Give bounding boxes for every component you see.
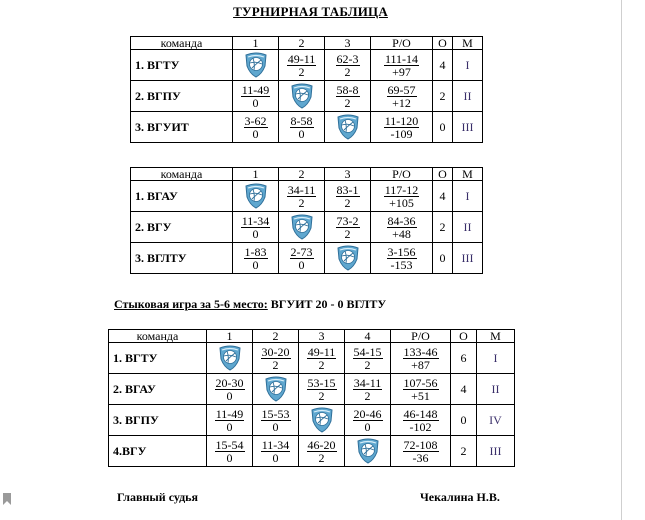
match-cell [279,50,325,81]
header-cell: О [433,168,453,181]
points-line: 2 [318,388,325,403]
score-line: 11-34 [241,213,270,228]
match-cell [253,343,299,374]
table-row [131,181,483,212]
score-fraction [403,346,439,371]
points-line: 0 [298,126,305,141]
team-name: 3. ВГУИТ [131,112,233,143]
standings-table-group-1 [130,36,483,143]
score-line: 20-30 [215,375,244,390]
header-cell: М [453,37,483,50]
points-line: 0 [226,450,233,465]
table-row [109,374,515,405]
match-cell [325,81,371,112]
points-line: 0 [298,257,305,272]
score-line: 46-20 [307,437,336,452]
volleyball-shield-icon [264,376,288,402]
header-cell: 1 [233,168,279,181]
team-name: 1. ВГАУ [131,181,233,212]
volleyball-shield-icon [290,83,314,109]
score-fraction [307,346,337,371]
set-ratio-cell [391,343,451,374]
points-line: +97 [392,64,411,79]
match-cell [345,405,391,436]
self-match-cell [345,436,391,467]
score-fraction [387,84,417,109]
self-match-cell [325,243,371,274]
table-row [109,405,515,436]
page-title: ТУРНИРНАЯ ТАБЛИЦА [233,4,388,19]
set-ratio-cell [391,374,451,405]
self-match-cell [207,343,253,374]
place-cell: III [477,436,515,467]
set-ratio-cell [371,181,433,212]
score-line: 1-83 [244,244,267,259]
score-line: 3-62 [244,113,267,128]
playoff-line [114,297,386,312]
score-fraction [353,408,383,433]
points-line: 2 [272,357,279,372]
place-cell: IV [477,405,515,436]
header-cell: О [433,37,453,50]
volleyball-shield-icon [336,114,360,140]
header-row [131,168,483,181]
score-fraction [244,246,268,271]
score-line: 2-73 [290,244,313,259]
team-name: 2. ВГПУ [131,81,233,112]
match-cell [325,50,371,81]
points-cell: 2 [451,436,477,467]
match-cell [299,343,345,374]
points-line: +51 [411,388,430,403]
set-ratio-cell [371,112,433,143]
bookmark-icon [3,493,11,505]
score-line: 49-11 [307,344,336,359]
score-fraction [336,184,360,209]
header-row [131,37,483,50]
playoff-result: ВГУИТ 20 - 0 ВГЛТУ [267,297,387,311]
points-line: 2 [298,195,305,210]
score-line: 133-46 [403,344,438,359]
points-line: 0 [272,419,279,434]
place-cell: III [453,243,483,274]
points-line: 0 [272,450,279,465]
header-cell: 2 [279,168,325,181]
match-cell [207,405,253,436]
points-line: +87 [411,357,430,372]
score-line: 111-14 [384,51,419,66]
header-cell: 1 [233,37,279,50]
place-cell: II [477,374,515,405]
score-fraction [307,377,337,402]
team-name: 1. ВГТУ [131,50,233,81]
table-row [109,343,515,374]
score-fraction [307,439,337,464]
header-cell: 2 [253,330,299,343]
points-line: 2 [344,195,351,210]
points-line: -102 [409,419,432,434]
points-line: 0 [252,95,259,110]
self-match-cell [325,112,371,143]
points-line: 0 [226,388,233,403]
score-fraction [384,53,419,78]
score-fraction [290,246,314,271]
table-row [131,212,483,243]
set-ratio-cell [391,436,451,467]
playoff-label: Стыковая игра за 5-6 место: [114,297,268,311]
score-line: 11-49 [215,406,244,421]
header-cell: М [477,330,515,343]
score-fraction [403,377,439,402]
points-cell: 0 [451,405,477,436]
volleyball-shield-icon [244,52,268,78]
page-edge-line [621,0,622,520]
header-cell: 3 [325,168,371,181]
header-cell: 1 [207,330,253,343]
set-ratio-cell [371,81,433,112]
volleyball-shield-icon [244,183,268,209]
volleyball-shield-icon [290,214,314,240]
match-cell [207,436,253,467]
points-cell: 4 [433,181,453,212]
score-fraction [336,53,360,78]
score-fraction [241,84,271,109]
score-fraction [403,408,439,433]
points-cell: 0 [433,243,453,274]
score-fraction [336,84,360,109]
score-fraction [353,377,383,402]
header-cell: Р/О [371,37,433,50]
score-fraction [290,115,314,140]
volleyball-shield-icon [218,345,242,371]
table-row [131,50,483,81]
match-cell [325,181,371,212]
header-cell: команда [131,37,233,50]
points-line: 0 [252,257,259,272]
score-line: 49-11 [287,51,316,66]
team-name: 2. ВГУ [131,212,233,243]
points-line: 2 [344,64,351,79]
self-match-cell [299,405,345,436]
header-cell: Р/О [371,168,433,181]
points-line: 2 [298,64,305,79]
score-fraction [261,439,291,464]
score-line: 15-54 [215,437,244,452]
points-line: -109 [390,126,413,141]
score-line: 73-2 [336,213,359,228]
match-cell [233,81,279,112]
points-cell: 2 [433,212,453,243]
place-cell: II [453,81,483,112]
table-row [131,81,483,112]
header-cell: 3 [299,330,345,343]
set-ratio-cell [371,212,433,243]
score-fraction [353,346,383,371]
table-row [131,243,483,274]
score-fraction [261,408,291,433]
score-fraction [336,215,360,240]
match-cell [279,112,325,143]
match-cell [325,212,371,243]
score-fraction [241,215,271,240]
points-line: 0 [252,126,259,141]
score-fraction [403,439,439,464]
score-line: 30-20 [261,344,290,359]
score-line: 15-53 [261,406,290,421]
standings-table-group-2 [130,167,483,274]
place-cell: I [477,343,515,374]
points-line: 0 [364,419,371,434]
header-cell: Р/О [391,330,451,343]
team-name: 3. ВГПУ [109,405,207,436]
volleyball-shield-icon [356,438,380,464]
chief-judge-name: Чекалина Н.В. [420,490,500,504]
score-line: 11-49 [241,82,270,97]
points-line: 0 [226,419,233,434]
score-fraction [215,377,245,402]
score-line: 62-3 [336,51,359,66]
table-row [131,112,483,143]
points-cell: 4 [451,374,477,405]
self-match-cell [253,374,299,405]
place-cell: II [453,212,483,243]
score-line: 11-34 [261,437,290,452]
score-line: 69-57 [387,82,416,97]
match-cell [253,405,299,436]
chief-judge-label: Главный судья [117,490,199,504]
self-match-cell [279,81,325,112]
match-cell [279,181,325,212]
score-fraction [384,184,420,209]
score-fraction [215,439,245,464]
score-line: 20-46 [353,406,382,421]
team-name: 4.ВГУ [109,436,207,467]
match-cell [299,374,345,405]
score-line: 46-148 [403,406,438,421]
header-cell: 3 [325,37,371,50]
points-line: +12 [392,95,411,110]
place-cell: I [453,181,483,212]
points-line: 2 [344,226,351,241]
points-line: 2 [364,357,371,372]
place-cell: I [453,50,483,81]
match-cell [299,436,345,467]
score-fraction [384,115,420,140]
match-cell [233,112,279,143]
points-line: 2 [318,450,325,465]
table-row [109,436,515,467]
header-row [109,330,515,343]
set-ratio-cell [391,405,451,436]
score-fraction [261,346,291,371]
team-name: 3. ВГЛТУ [131,243,233,274]
points-line: 0 [252,226,259,241]
score-fraction [215,408,245,433]
points-cell: 6 [451,343,477,374]
header-cell: М [453,168,483,181]
self-match-cell [233,181,279,212]
header-cell: команда [131,168,233,181]
place-cell: III [453,112,483,143]
match-cell [345,374,391,405]
team-name: 1. ВГТУ [109,343,207,374]
points-cell: 4 [433,50,453,81]
points-line: +48 [392,226,411,241]
score-line: 3-156 [387,244,416,259]
score-line: 54-15 [353,344,382,359]
final-standings-table [108,329,515,467]
set-ratio-cell [371,243,433,274]
score-line: 107-56 [403,375,438,390]
score-line: 83-1 [336,182,359,197]
score-line: 8-58 [290,113,313,128]
match-cell [233,212,279,243]
match-cell [345,343,391,374]
score-line: 84-36 [387,213,416,228]
points-cell: 0 [433,112,453,143]
score-line: 58-8 [336,82,359,97]
score-line: 53-15 [307,375,336,390]
score-line: 117-12 [384,182,419,197]
self-match-cell [279,212,325,243]
self-match-cell [233,50,279,81]
match-cell [233,243,279,274]
score-line: 34-11 [287,182,316,197]
match-cell [253,436,299,467]
score-fraction [387,215,417,240]
score-fraction [387,246,417,271]
match-cell [279,243,325,274]
points-line: -153 [390,257,413,272]
points-line: -36 [412,450,429,465]
score-fraction [287,53,317,78]
points-cell: 2 [433,81,453,112]
score-fraction [287,184,317,209]
points-line: 2 [364,388,371,403]
points-line: +105 [389,195,414,210]
score-line: 72-108 [403,437,438,452]
score-line: 11-120 [384,113,419,128]
team-name: 2. ВГАУ [109,374,207,405]
set-ratio-cell [371,50,433,81]
volleyball-shield-icon [336,245,360,271]
header-cell: команда [109,330,207,343]
header-cell: 2 [279,37,325,50]
header-cell: О [451,330,477,343]
match-cell [207,374,253,405]
points-line: 2 [318,357,325,372]
score-line: 34-11 [353,375,382,390]
score-fraction [244,115,268,140]
volleyball-shield-icon [310,407,334,433]
points-line: 2 [344,95,351,110]
header-cell: 4 [345,330,391,343]
